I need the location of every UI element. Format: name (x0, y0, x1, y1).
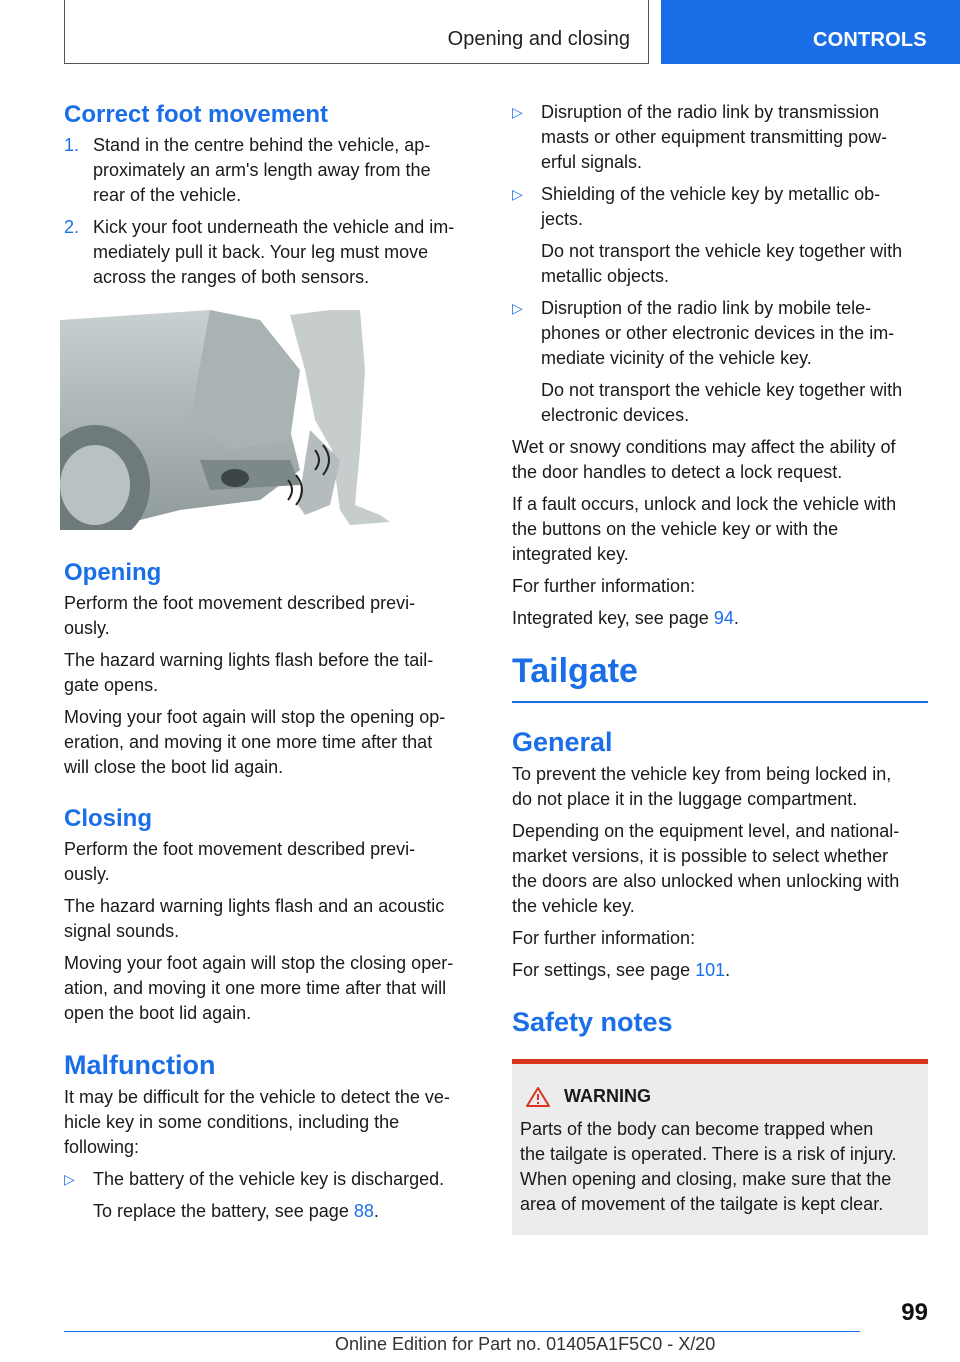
step-number: 2. (64, 217, 80, 237)
page-link-101[interactable]: 101 (695, 960, 726, 980)
bullet-text (541, 296, 894, 371)
fault-paragraph (512, 492, 928, 567)
text-line: Perform the foot movement described previ- (64, 593, 416, 613)
text-line: electronic devices. (541, 405, 690, 425)
correct-foot-heading: Correct foot movement (64, 101, 329, 128)
text-line: ation, and moving it one more time after that will (64, 978, 447, 998)
text-line: phones or other electronic devices in the im- (541, 323, 895, 343)
integrated-key-ref (512, 606, 928, 631)
step-number: 1. (64, 135, 80, 155)
general-heading: General (512, 727, 613, 757)
bullet-item (512, 100, 928, 175)
malfunction-paragraph (64, 1085, 476, 1160)
text-fragment: To replace the battery, see page (93, 1201, 354, 1221)
text-line: Wet or snowy conditions may affect the ability of (512, 437, 896, 457)
safety-notes-heading: Safety notes (512, 1007, 673, 1037)
text-fragment: Integrated key, see page (512, 608, 714, 628)
text-line: the doors are also unlocked when unlocking with (512, 871, 900, 891)
section-divider (512, 701, 928, 703)
triangle-bullet-icon: ▷ (512, 104, 523, 120)
bullet-text: The battery of the vehicle key is discharged. (93, 1169, 445, 1189)
settings-ref (512, 958, 928, 983)
text-line: integrated key. (512, 544, 629, 564)
text-line: the door handles to detect a lock request. (512, 462, 843, 482)
text-line: area of movement of the tailgate is kept clear. (520, 1194, 884, 1214)
text-line: Do not transport the vehicle key together with (541, 380, 903, 400)
text-fragment: For settings, see page (512, 960, 696, 980)
text-line: Shielding of the vehicle key by metallic ob- (541, 184, 881, 204)
footer-divider (64, 1331, 860, 1332)
text-fragment: . (733, 608, 739, 628)
text-line: When opening and closing, make sure that the (520, 1169, 892, 1189)
closing-heading: Closing (64, 805, 152, 832)
triangle-bullet-icon: ▷ (64, 1171, 75, 1187)
header-section-box (64, 0, 649, 64)
text-line: the buttons on the vehicle key or with the (512, 519, 839, 539)
text-line: the vehicle key. (512, 896, 635, 916)
text-line: metallic objects. (541, 266, 670, 286)
step-item (64, 133, 476, 208)
text-line: jects. (541, 209, 584, 229)
malfunction-heading: Malfunction (64, 1050, 216, 1080)
step-text (93, 215, 454, 290)
page-link-94[interactable]: 94 (713, 608, 734, 628)
bullet-text (541, 182, 880, 232)
triangle-bullet-icon: ▷ (512, 300, 523, 316)
warning-title-row (520, 1084, 920, 1109)
step-text (93, 133, 431, 208)
opening-paragraph (64, 705, 476, 780)
text-line: mediately pull it back. Your leg must move (93, 242, 429, 262)
text-line: Disruption of the radio link by mobile tele- (541, 298, 872, 318)
bullet-item (64, 1167, 476, 1192)
general-paragraph (512, 819, 928, 919)
bullet-subtext (512, 378, 928, 428)
step-item (64, 215, 476, 290)
header-section-title: Opening and closing (447, 28, 630, 50)
text-line: It may be difficult for the vehicle to detect the ve- (64, 1087, 450, 1107)
tailgate-heading: Tailgate (512, 652, 638, 690)
text-line: Do not transport the vehicle key together with (541, 241, 903, 261)
text-fragment: . (373, 1201, 379, 1221)
text-line: market versions, it is possible to select whether (512, 846, 889, 866)
text-line: do not place it in the luggage compartment. (512, 789, 858, 809)
warning-triangle-icon (526, 1087, 550, 1107)
foot-movement-illustration (60, 310, 398, 530)
warning-box (512, 1059, 928, 1235)
warning-text (520, 1117, 920, 1217)
text-fragment: . (725, 960, 731, 980)
opening-paragraph (64, 591, 476, 641)
page-link-88[interactable]: 88 (353, 1201, 374, 1221)
text-line: Disruption of the radio link by transmission (541, 102, 880, 122)
text-line: Perform the foot movement described previ- (64, 839, 416, 859)
opening-heading: Opening (64, 559, 162, 586)
text-line: following: (64, 1137, 140, 1157)
text-line: Moving your foot again will stop the closing oper- (64, 953, 454, 973)
page-number: 99 (901, 1299, 928, 1326)
closing-paragraph (64, 837, 476, 887)
text-line: Parts of the body can become trapped when (520, 1119, 874, 1139)
general-paragraph (512, 762, 928, 812)
text-line: The hazard warning lights flash and an acoustic (64, 896, 445, 916)
text-line: erful signals. (541, 152, 643, 172)
further-info-label: For further information: (512, 576, 696, 596)
further-info-label: For further information: (512, 928, 696, 948)
text-line: open the boot lid again. (64, 1003, 252, 1023)
text-line: ously. (64, 618, 110, 638)
bullet-text (541, 100, 887, 175)
bullet-item (512, 296, 928, 371)
header-chapter-tab[interactable]: CONTROLS (661, 0, 960, 64)
closing-paragraph (64, 951, 476, 1026)
left-column (64, 100, 476, 1231)
opening-paragraph (64, 648, 476, 698)
text-line: across the ranges of both sensors. (93, 267, 370, 287)
text-line: If a fault occurs, unlock and lock the vehicle with (512, 494, 897, 514)
bullet-item (512, 182, 928, 232)
wet-conditions-paragraph (512, 435, 928, 485)
warning-title: WARNING (564, 1086, 651, 1106)
bullet-subtext (512, 239, 928, 289)
text-line: Moving your foot again will stop the opening op- (64, 707, 446, 727)
right-column (512, 100, 928, 1235)
text-line: eration, and moving it one more time after that (64, 732, 433, 752)
footer-edition: Online Edition for Part no. 01405A1F5C0 - X/20 (335, 1334, 716, 1354)
closing-paragraph (64, 894, 476, 944)
triangle-bullet-icon: ▷ (512, 186, 523, 202)
text-line: signal sounds. (64, 921, 180, 941)
text-line: the tailgate is operated. There is a risk of injury. (520, 1144, 897, 1164)
text-line: proximately an arm's length away from the (93, 160, 431, 180)
text-line: Depending on the equipment level, and national- (512, 821, 900, 841)
text-line: mediate vicinity of the vehicle key. (541, 348, 812, 368)
bullet-subtext (64, 1199, 476, 1224)
text-line: masts or other equipment transmitting pow- (541, 127, 888, 147)
text-line: gate opens. (64, 675, 159, 695)
text-line: ously. (64, 864, 110, 884)
text-line: Kick your foot underneath the vehicle and im- (93, 217, 455, 237)
text-line: hicle key in some conditions, including the (64, 1112, 400, 1132)
text-line: Stand in the centre behind the vehicle, ap- (93, 135, 431, 155)
text-line: The hazard warning lights flash before the tail- (64, 650, 434, 670)
text-line: rear of the vehicle. (93, 185, 242, 205)
text-line: To prevent the vehicle key from being locked in, (512, 764, 892, 784)
text-line: will close the boot lid again. (64, 757, 284, 777)
